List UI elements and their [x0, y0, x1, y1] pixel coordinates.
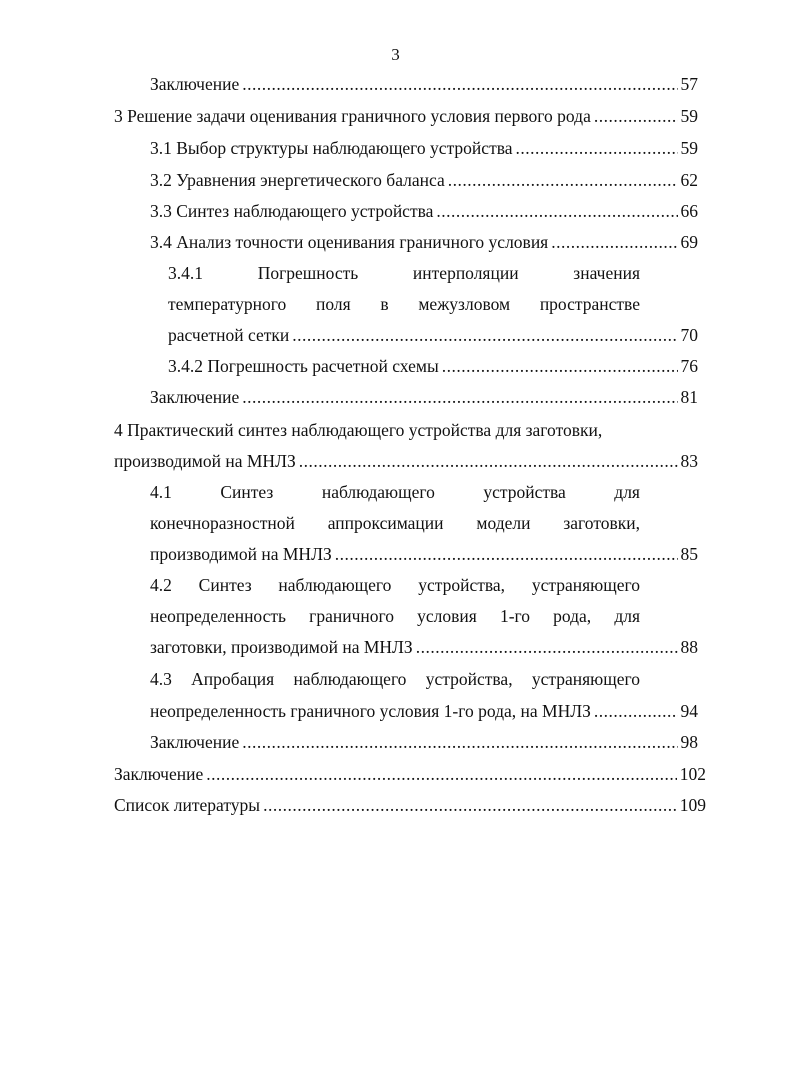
toc-title: 3 Решение задачи оценивания граничного условия первого рода: [114, 106, 591, 126]
toc-title: заготовки, производимой на МНЛЗ: [150, 637, 413, 657]
toc-word: Погрешность: [257, 263, 359, 283]
toc-entry-4-3-line1: [150, 668, 640, 690]
toc-entry-3-1: [150, 137, 698, 159]
toc-entry-3-4-2: [168, 355, 698, 377]
dot-leader: [242, 386, 677, 408]
toc-page: 109: [679, 795, 706, 815]
toc-entry-4-2-line2: [150, 605, 640, 627]
toc-entry-4-2-line1: [150, 574, 640, 596]
toc-title: расчетной сетки: [168, 325, 290, 345]
toc-entry-conclusion: [114, 763, 706, 785]
toc-word: устраняющего: [531, 575, 640, 595]
toc-word: Синтез: [198, 575, 252, 595]
toc-entry-conclusion-ch3: [150, 386, 698, 408]
toc-entry-3-4: [150, 231, 698, 253]
toc-page: 69: [680, 232, 698, 252]
toc-page: 85: [680, 544, 698, 564]
toc-entry-conclusion-ch4: [150, 731, 698, 753]
toc-word: 3.4.1: [168, 263, 203, 283]
toc-title: 3.1 Выбор структуры наблюдающего устройства: [150, 138, 513, 158]
toc-word: поля: [315, 294, 351, 314]
dot-leader: [594, 105, 678, 127]
toc-word: граничного: [309, 606, 394, 626]
toc-word: пространстве: [539, 294, 640, 314]
toc-word: межузловом: [418, 294, 511, 314]
toc-entry-3-4-1-line1: [168, 262, 640, 284]
toc-page: 94: [680, 701, 698, 721]
toc-entry-4-1-line3: [150, 543, 698, 565]
toc-page: 57: [680, 74, 698, 94]
dot-leader: [416, 636, 678, 658]
toc-word: наблюдающего: [321, 482, 435, 502]
toc-title: Заключение: [150, 387, 240, 407]
dot-leader: [516, 137, 678, 159]
dot-leader: [263, 794, 677, 816]
page-number: 3: [391, 45, 400, 64]
toc-page: 59: [680, 138, 698, 158]
toc-entry-3-4-1-line2: [168, 293, 640, 315]
toc-word: устраняющего: [531, 669, 640, 689]
toc-title: Заключение: [114, 764, 204, 784]
toc-word: Апробация: [191, 669, 275, 689]
toc-entry-chapter-3: [114, 105, 698, 127]
toc-entry-references: [114, 794, 706, 816]
toc-entry-3-3: [150, 200, 698, 222]
toc-page: 98: [680, 732, 698, 752]
toc-entry-chapter-4-line2: [114, 450, 698, 472]
toc-word: наблюдающего: [293, 669, 407, 689]
toc-word: устройства,: [425, 669, 513, 689]
dot-leader: [594, 700, 678, 722]
toc-word: значения: [573, 263, 640, 283]
toc-title: 3.2 Уравнения энергетического баланса: [150, 170, 445, 190]
toc-entry-3-4-1-line3: [168, 324, 698, 346]
toc-page: 76: [680, 356, 698, 376]
dot-leader: [242, 731, 677, 753]
toc-page: 88: [680, 637, 698, 657]
toc-word: для: [614, 606, 640, 626]
toc-word: в: [380, 294, 389, 314]
toc-word: 4.2: [150, 575, 172, 595]
toc-entry-4-3-line2: [150, 700, 698, 722]
toc-word: 4.1: [150, 482, 172, 502]
toc-title: 3.3 Синтез наблюдающего устройства: [150, 201, 434, 221]
toc-title: Список литературы: [114, 795, 261, 815]
toc-word: условия: [417, 606, 477, 626]
dot-leader: [206, 763, 677, 785]
toc-word: устройства,: [418, 575, 506, 595]
toc-word: неопределенность: [150, 606, 287, 626]
toc-page: 59: [680, 106, 698, 126]
toc-title: 3.4 Анализ точности оценивания граничного условия: [150, 232, 549, 252]
toc-title: Заключение: [150, 732, 240, 752]
toc-title: 3.4.2 Погрешность расчетной схемы: [168, 356, 439, 376]
toc-word: 1-го: [499, 606, 531, 626]
toc-entry-conclusion-ch2: [150, 73, 698, 95]
toc-page: 70: [680, 325, 698, 345]
dot-leader: [292, 324, 677, 346]
toc-word: конечноразностной: [150, 513, 295, 533]
toc-page: 102: [679, 764, 706, 784]
dot-leader: [442, 355, 678, 377]
toc-word: для: [614, 482, 640, 502]
dot-leader: [242, 73, 677, 95]
dot-leader: [551, 231, 677, 253]
dot-leader: [299, 450, 678, 472]
toc-word: рода,: [553, 606, 592, 626]
toc-word: заготовки,: [563, 513, 640, 533]
toc-entry-4-1-line2: [150, 512, 640, 534]
toc-entry-chapter-4-line1: 4 Практический синтез наблюдающего устройства для заготовки,: [114, 420, 603, 440]
toc-word: Синтез: [220, 482, 274, 502]
dot-leader: [335, 543, 678, 565]
toc-title: Заключение: [150, 74, 240, 94]
toc-entry-4-1-line1: [150, 481, 640, 503]
toc-word: аппроксимации: [327, 513, 444, 533]
dot-leader: [436, 200, 677, 222]
dot-leader: [448, 169, 678, 191]
toc-page: 81: [680, 387, 698, 407]
toc-word: 4.3: [150, 669, 172, 689]
toc-entry-4-2-line3: [150, 636, 698, 658]
toc-title: производимой на МНЛЗ: [150, 544, 332, 564]
toc-word: модели: [476, 513, 531, 533]
toc-word: устройства: [483, 482, 566, 502]
toc-word: температурного: [168, 294, 287, 314]
toc-page: 83: [680, 451, 698, 471]
toc-page: 62: [680, 170, 698, 190]
toc-word: интерполяции: [412, 263, 519, 283]
toc-word: наблюдающего: [278, 575, 392, 595]
toc-title: неопределенность граничного условия 1-го рода, на МНЛЗ: [150, 701, 591, 721]
toc-entry-3-2: [150, 169, 698, 191]
toc-page: 66: [680, 201, 698, 221]
toc-title: производимой на МНЛЗ: [114, 451, 296, 471]
